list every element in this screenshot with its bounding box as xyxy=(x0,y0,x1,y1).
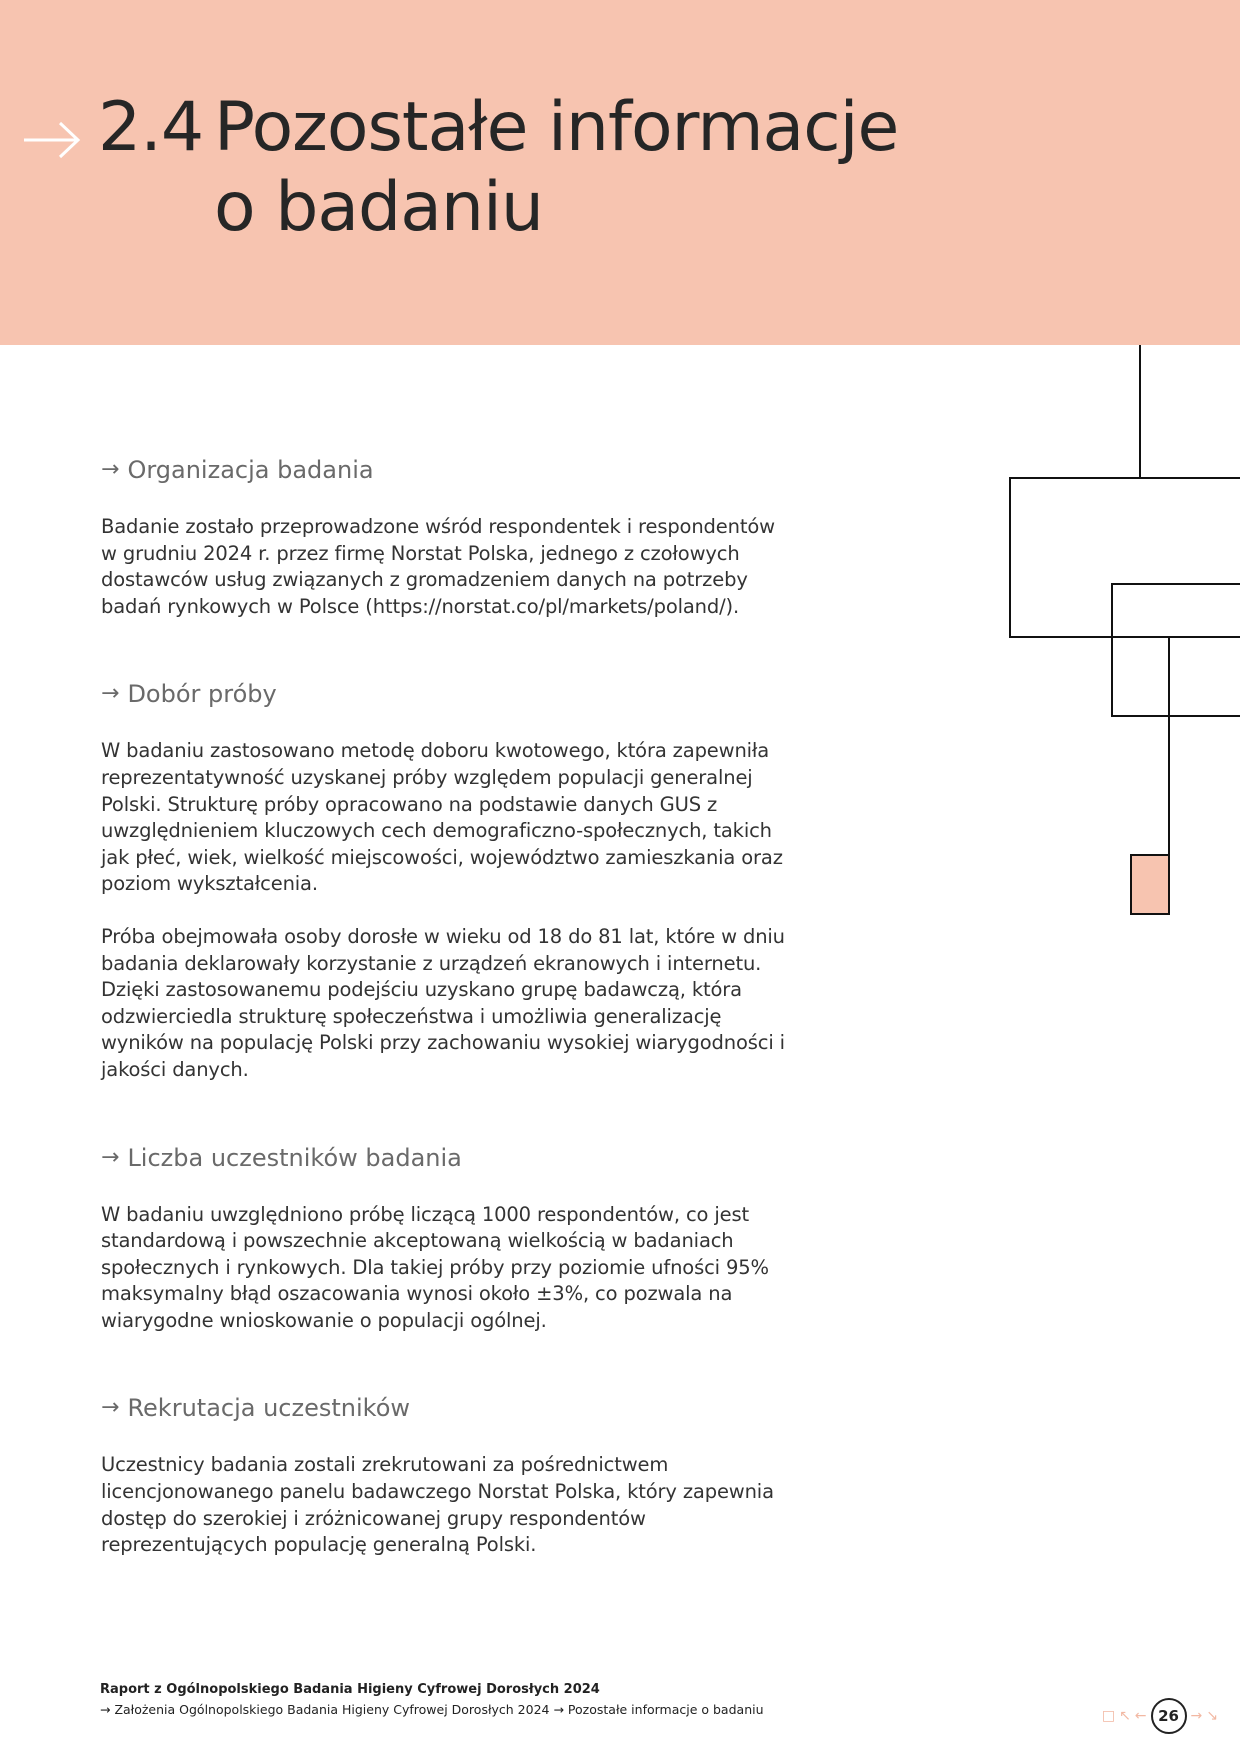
section-heading-text: Dobór próby xyxy=(127,680,277,709)
section-liczba-uczestnikow xyxy=(101,1136,791,1335)
main-content xyxy=(101,448,791,1559)
section-number: 2.4 xyxy=(98,88,204,167)
footer-report-title: Raport z Ogólnopolskiego Badania Higieny Cyfrowej Dorosłych 2024 xyxy=(100,1682,600,1697)
breadcrumb-current: → Pozostałe informacje o badaniu xyxy=(553,1702,764,1717)
arrow-left-icon[interactable]: ← xyxy=(1134,1708,1147,1724)
section-heading-text: Organizacja badania xyxy=(127,456,374,484)
arrow-right-icon: → xyxy=(101,457,120,482)
section-heading xyxy=(101,1136,791,1180)
paragraph: Próba obejmowała osoby dorosłe w wieku od 18 do 81 lat, które w dniu badania deklarowały korzystanie z urządzeń ekranowych i internetu. Dzięki zastosowanemu podejściu uzyskano grupę badawczą, która odzwierciedla strukturę społeczeństwa i umożliwia generalizację wyników na populację Polski przy zachowaniu wysokiej wiarygodności i jakości danych. xyxy=(101,924,785,1081)
breadcrumb xyxy=(100,1700,764,1720)
arrow-right-icon[interactable]: → xyxy=(1190,1708,1203,1724)
title-line-2: o badaniu xyxy=(214,168,543,247)
footer xyxy=(100,1680,764,1720)
breadcrumb-chapter-link[interactable]: → Założenia Ogólnopolskiego Badania Higieny Cyfrowej Dorosłych 2024 xyxy=(100,1702,550,1717)
paragraph: Uczestnicy badania zostali zrekrutowani za pośrednictwem licencjonowanego panelu badawczego Norstat Polska, który zapewnia dostęp do szerokiej i zróżnicowanej grupy respondentów reprezentujących populację generalną Polski. xyxy=(101,1453,774,1557)
section-heading-text: Rekrutacja uczestników xyxy=(127,1394,411,1423)
section-heading xyxy=(101,672,791,716)
square-icon[interactable]: □ xyxy=(1101,1708,1116,1724)
section-dobor-proby xyxy=(101,672,791,1083)
paragraph: W badaniu uwzględniono próbę liczącą 1000 respondentów, co jest standardową i powszechnie akceptowaną wielkością w badaniach społecznych i rynkowych. Dla takiej próby przy poziomie ufności 95% maksymalny błąd oszacowania wynosi około ±3%, co pozwala na wiarygodne wnioskowanie o populacji ogólnej. xyxy=(101,1202,769,1332)
section-organizacja xyxy=(101,448,791,620)
section-heading xyxy=(101,448,791,492)
arrow-up-left-icon[interactable]: ↖ xyxy=(1119,1708,1131,1724)
section-heading xyxy=(101,1386,791,1430)
paragraph: W badaniu zastosowano metodę doboru kwotowego, która zapewniła reprezentatywność uzyskanej próby względem populacji generalnej Polski. Strukturę próby opracowano na podstawie danych GUS z uwzględnieniem kluczowych cech demograficzno-społecznych, takich jak płeć, wiek, wielkość miejscowości, województwo zamieszkania oraz poziom wykształcenia. xyxy=(101,739,783,896)
title-line-1: Pozostałe informacje xyxy=(214,88,899,167)
paragraph: Badanie zostało przeprowadzone wśród respondentek i respondentów w grudniu 2024 r. przez firmę Norstat Polska, jednego z czołowych dostawców usług związanych z gromadzeniem danych na potrzeby badań rynkowych w Polsce (https://norstat.co/pl/markets/poland/). xyxy=(101,515,775,618)
page-number: 26 xyxy=(1151,1698,1187,1734)
arrow-right-icon: → xyxy=(101,1395,120,1421)
section-rekrutacja xyxy=(101,1386,791,1558)
pager xyxy=(1102,1698,1218,1734)
arrow-down-right-icon[interactable]: ↘ xyxy=(1206,1708,1218,1724)
arrow-right-icon: → xyxy=(101,681,120,707)
section-heading-text: Liczba uczestników badania xyxy=(127,1143,462,1172)
arrow-right-icon: → xyxy=(101,1144,120,1170)
